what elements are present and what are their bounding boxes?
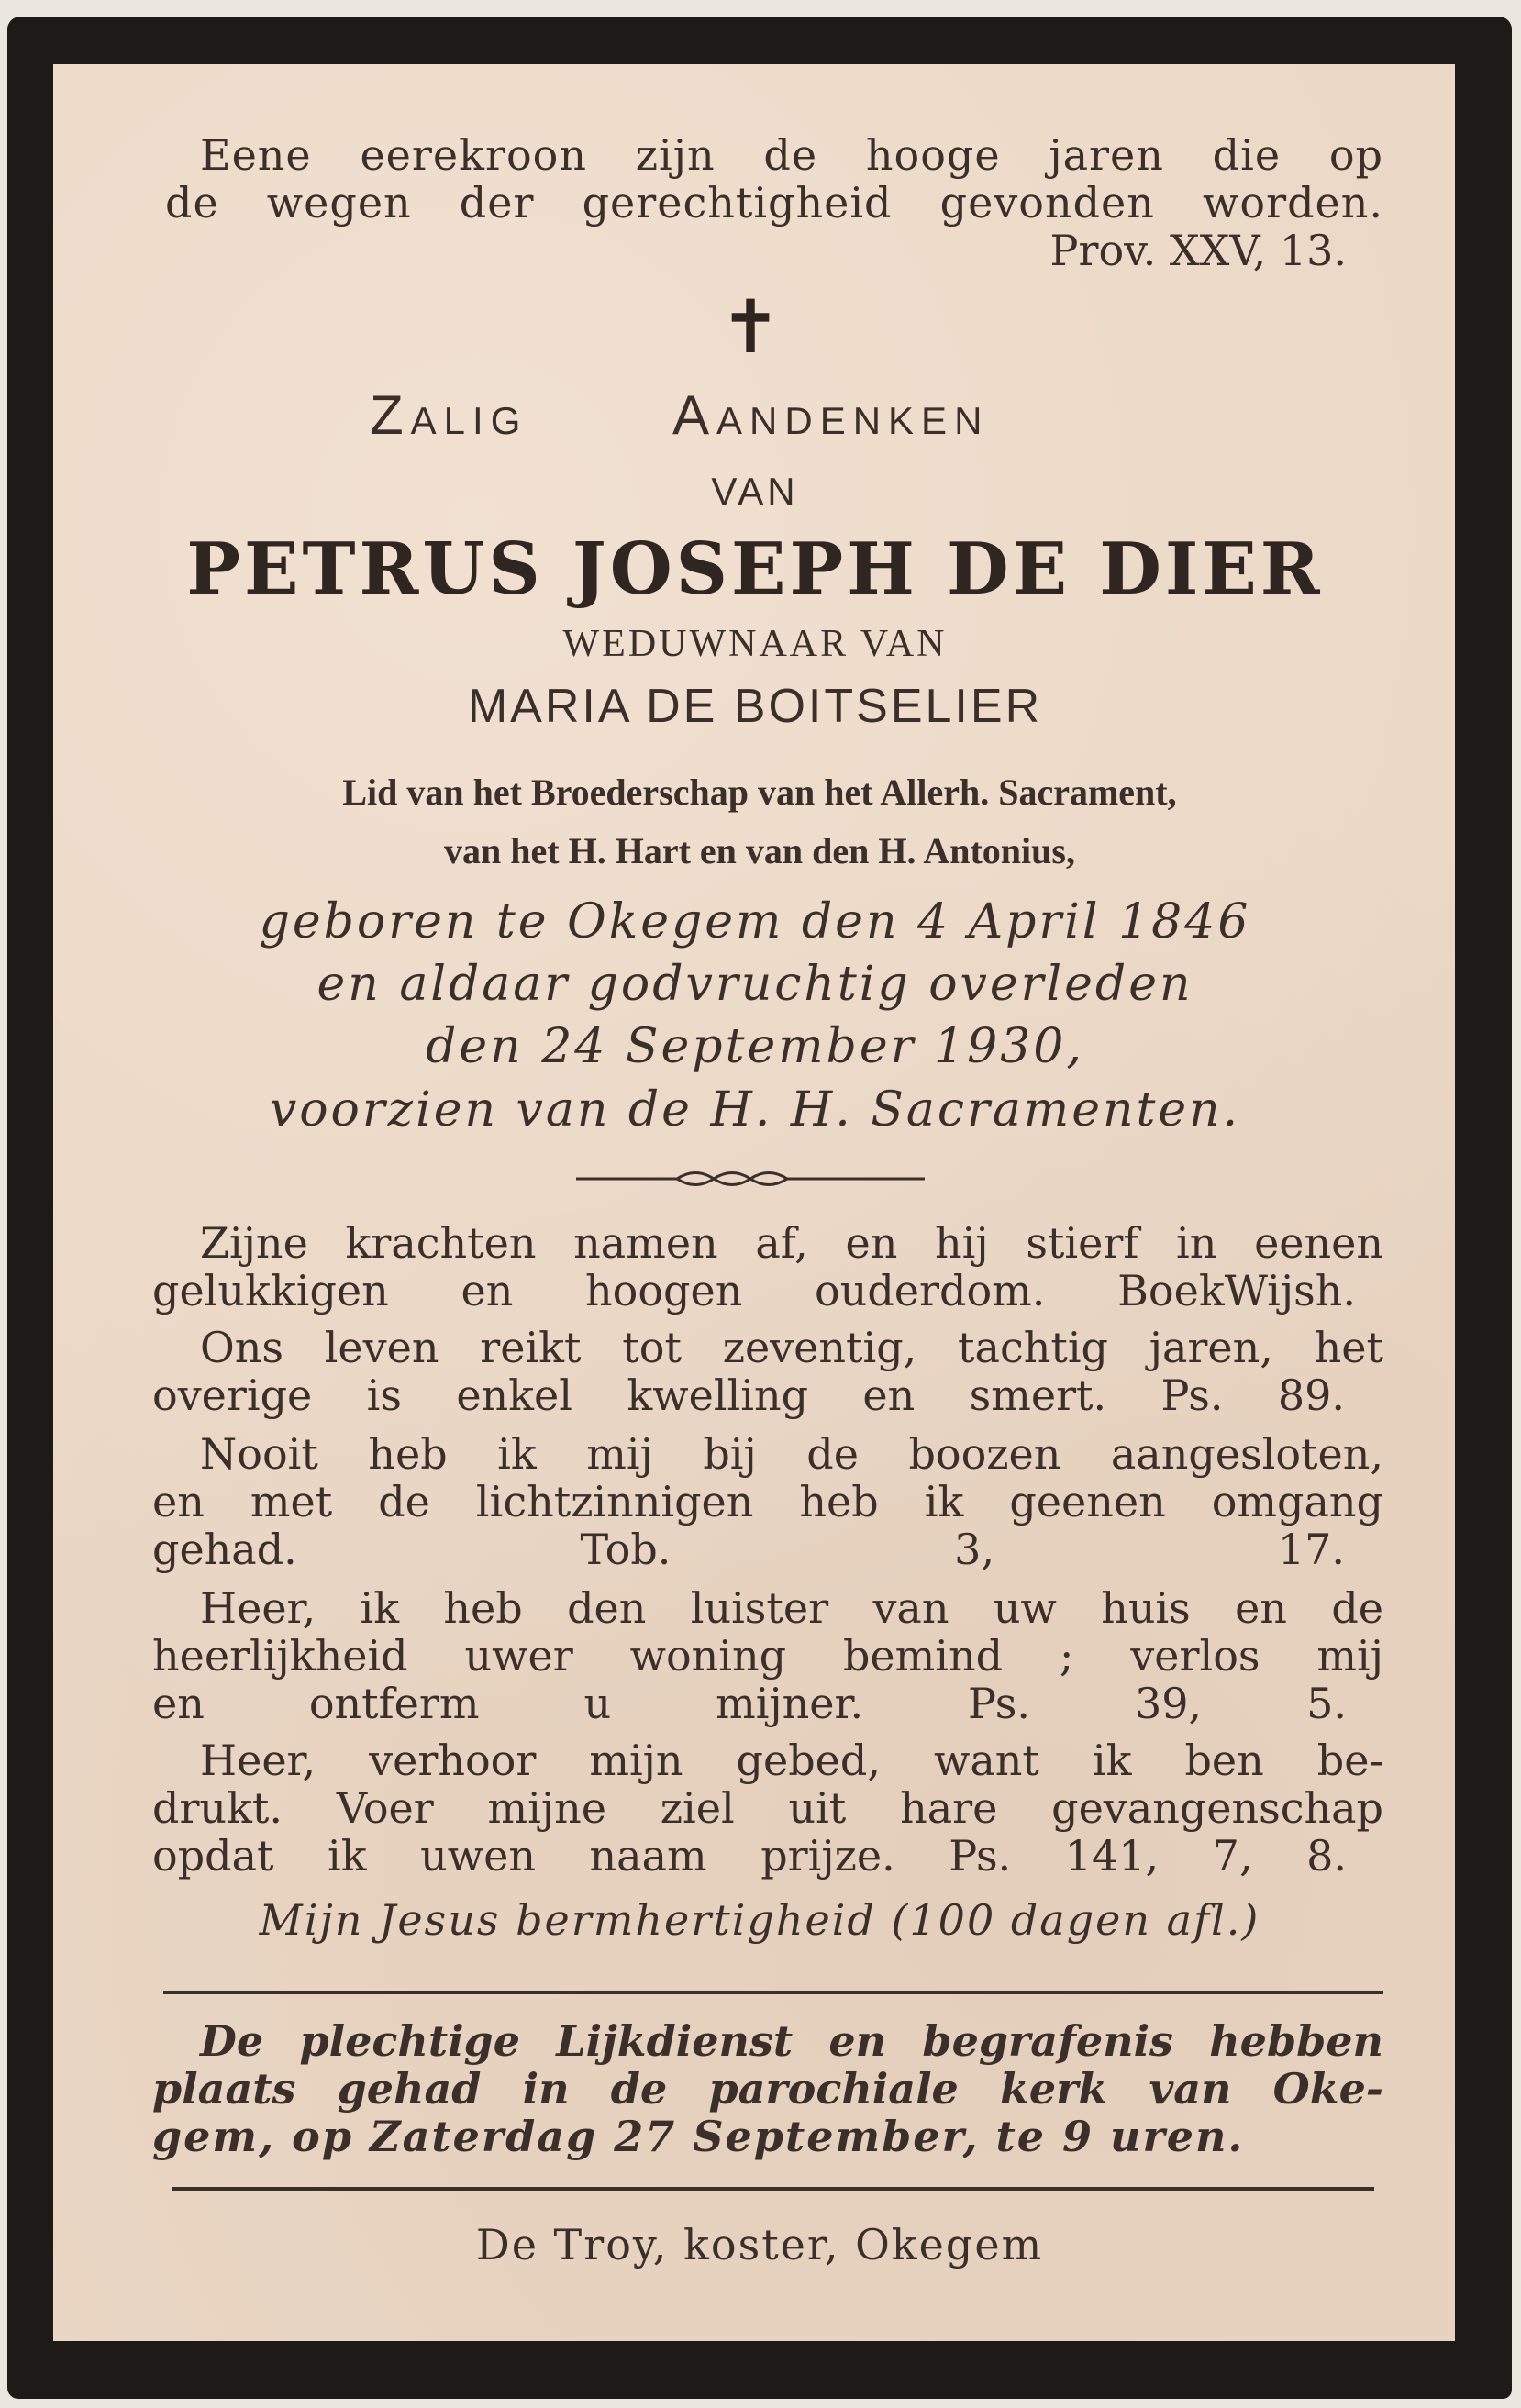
verse-3-line-3: gehad. Tob. 3, 17.	[152, 1525, 1345, 1574]
verse-5-line-1: Heer, verhoor mijn gebed, want ik ben be-	[200, 1736, 1383, 1785]
spouse-name: MARIA DE BOITSELIER	[467, 680, 1043, 733]
epigraph-line-1: Eene eerekroon zijn de hooge jaren die op	[200, 130, 1383, 180]
biography-line-4: voorzien van de H. H. Sacramenten.	[269, 1082, 1241, 1137]
heading-van: VAN	[711, 470, 799, 513]
heading-zalig: Zalig	[370, 384, 528, 446]
verse-3-line-1: Nooit heb ik mij bij de boozen aangesloten,	[200, 1429, 1383, 1479]
heading-aandenken: Aandenken	[672, 384, 990, 446]
divider-top	[163, 1991, 1383, 1994]
cross-icon: ✝	[719, 284, 782, 370]
ornament-icon	[576, 1165, 925, 1193]
verse-4-line-3: en ontferm u mijner. Ps. 39, 5.	[152, 1679, 1347, 1728]
verse-1-line-2: gelukkigen en hoogen ouderdom. BoekWijsh.	[152, 1266, 1356, 1315]
divider-bottom	[172, 2187, 1374, 2191]
biography-line-1: geboren te Okegem den 4 April 1846	[259, 894, 1251, 949]
deceased-name: PETRUS JOSEPH DE DIER	[186, 527, 1324, 611]
epigraph-line-2: de wegen der gerechtigheid gevonden worden.	[165, 178, 1383, 227]
biography-line-3: den 24 September 1930,	[426, 1019, 1084, 1074]
funeral-line-1: De plechtige Lijkdienst en begrafenis hebben	[200, 2016, 1383, 2066]
verse-2-line-2: overige is enkel kwelling en smert. Ps. 89.	[152, 1370, 1345, 1420]
printer-line: De Troy, koster, Okegem	[475, 2220, 1044, 2269]
verse-3-line-2: en met de lichtzinnigen heb ik geenen omgang	[152, 1477, 1383, 1526]
indulgence-prayer: Mijn Jesus bermhertigheid (100 dagen afl.)	[259, 1895, 1260, 1945]
funeral-line-3: gem, op Zaterdag 27 September, te 9 uren.	[152, 2112, 1245, 2161]
funeral-line-2: plaats gehad in de parochiale kerk van Oke-	[152, 2064, 1383, 2114]
biography-line-2: en aldaar godvruchtig overleden	[316, 957, 1193, 1012]
verse-5-line-3: opdat ik uwen naam prijze. Ps. 141, 7, 8.	[152, 1831, 1347, 1881]
verse-5-line-2: drukt. Voer mijne ziel uit hare gevangenschap	[152, 1783, 1383, 1833]
verse-2-line-1: Ons leven reikt tot zeventig, tachtig jaren, het	[200, 1323, 1383, 1372]
verse-4-line-1: Heer, ik heb den luister van uw huis en de	[200, 1583, 1383, 1633]
membership-line-2: van het H. Hart en van den H. Antonius,	[444, 830, 1075, 871]
verse-4-line-2: heerlijkheid uwer woning bemind ; verlos mij	[152, 1631, 1383, 1681]
membership-line-1: Lid van het Broederschap van het Allerh. Sacrament,	[342, 771, 1177, 813]
epigraph-reference: Prov. XXV, 13.	[1049, 226, 1347, 275]
ornament-divider	[576, 1165, 925, 1193]
card-paper	[53, 64, 1455, 2341]
verse-1-line-1: Zijne krachten namen af, en hij stierf in eenen	[200, 1218, 1383, 1268]
deceased-relation: WEDUWNAAR VAN	[562, 623, 948, 665]
